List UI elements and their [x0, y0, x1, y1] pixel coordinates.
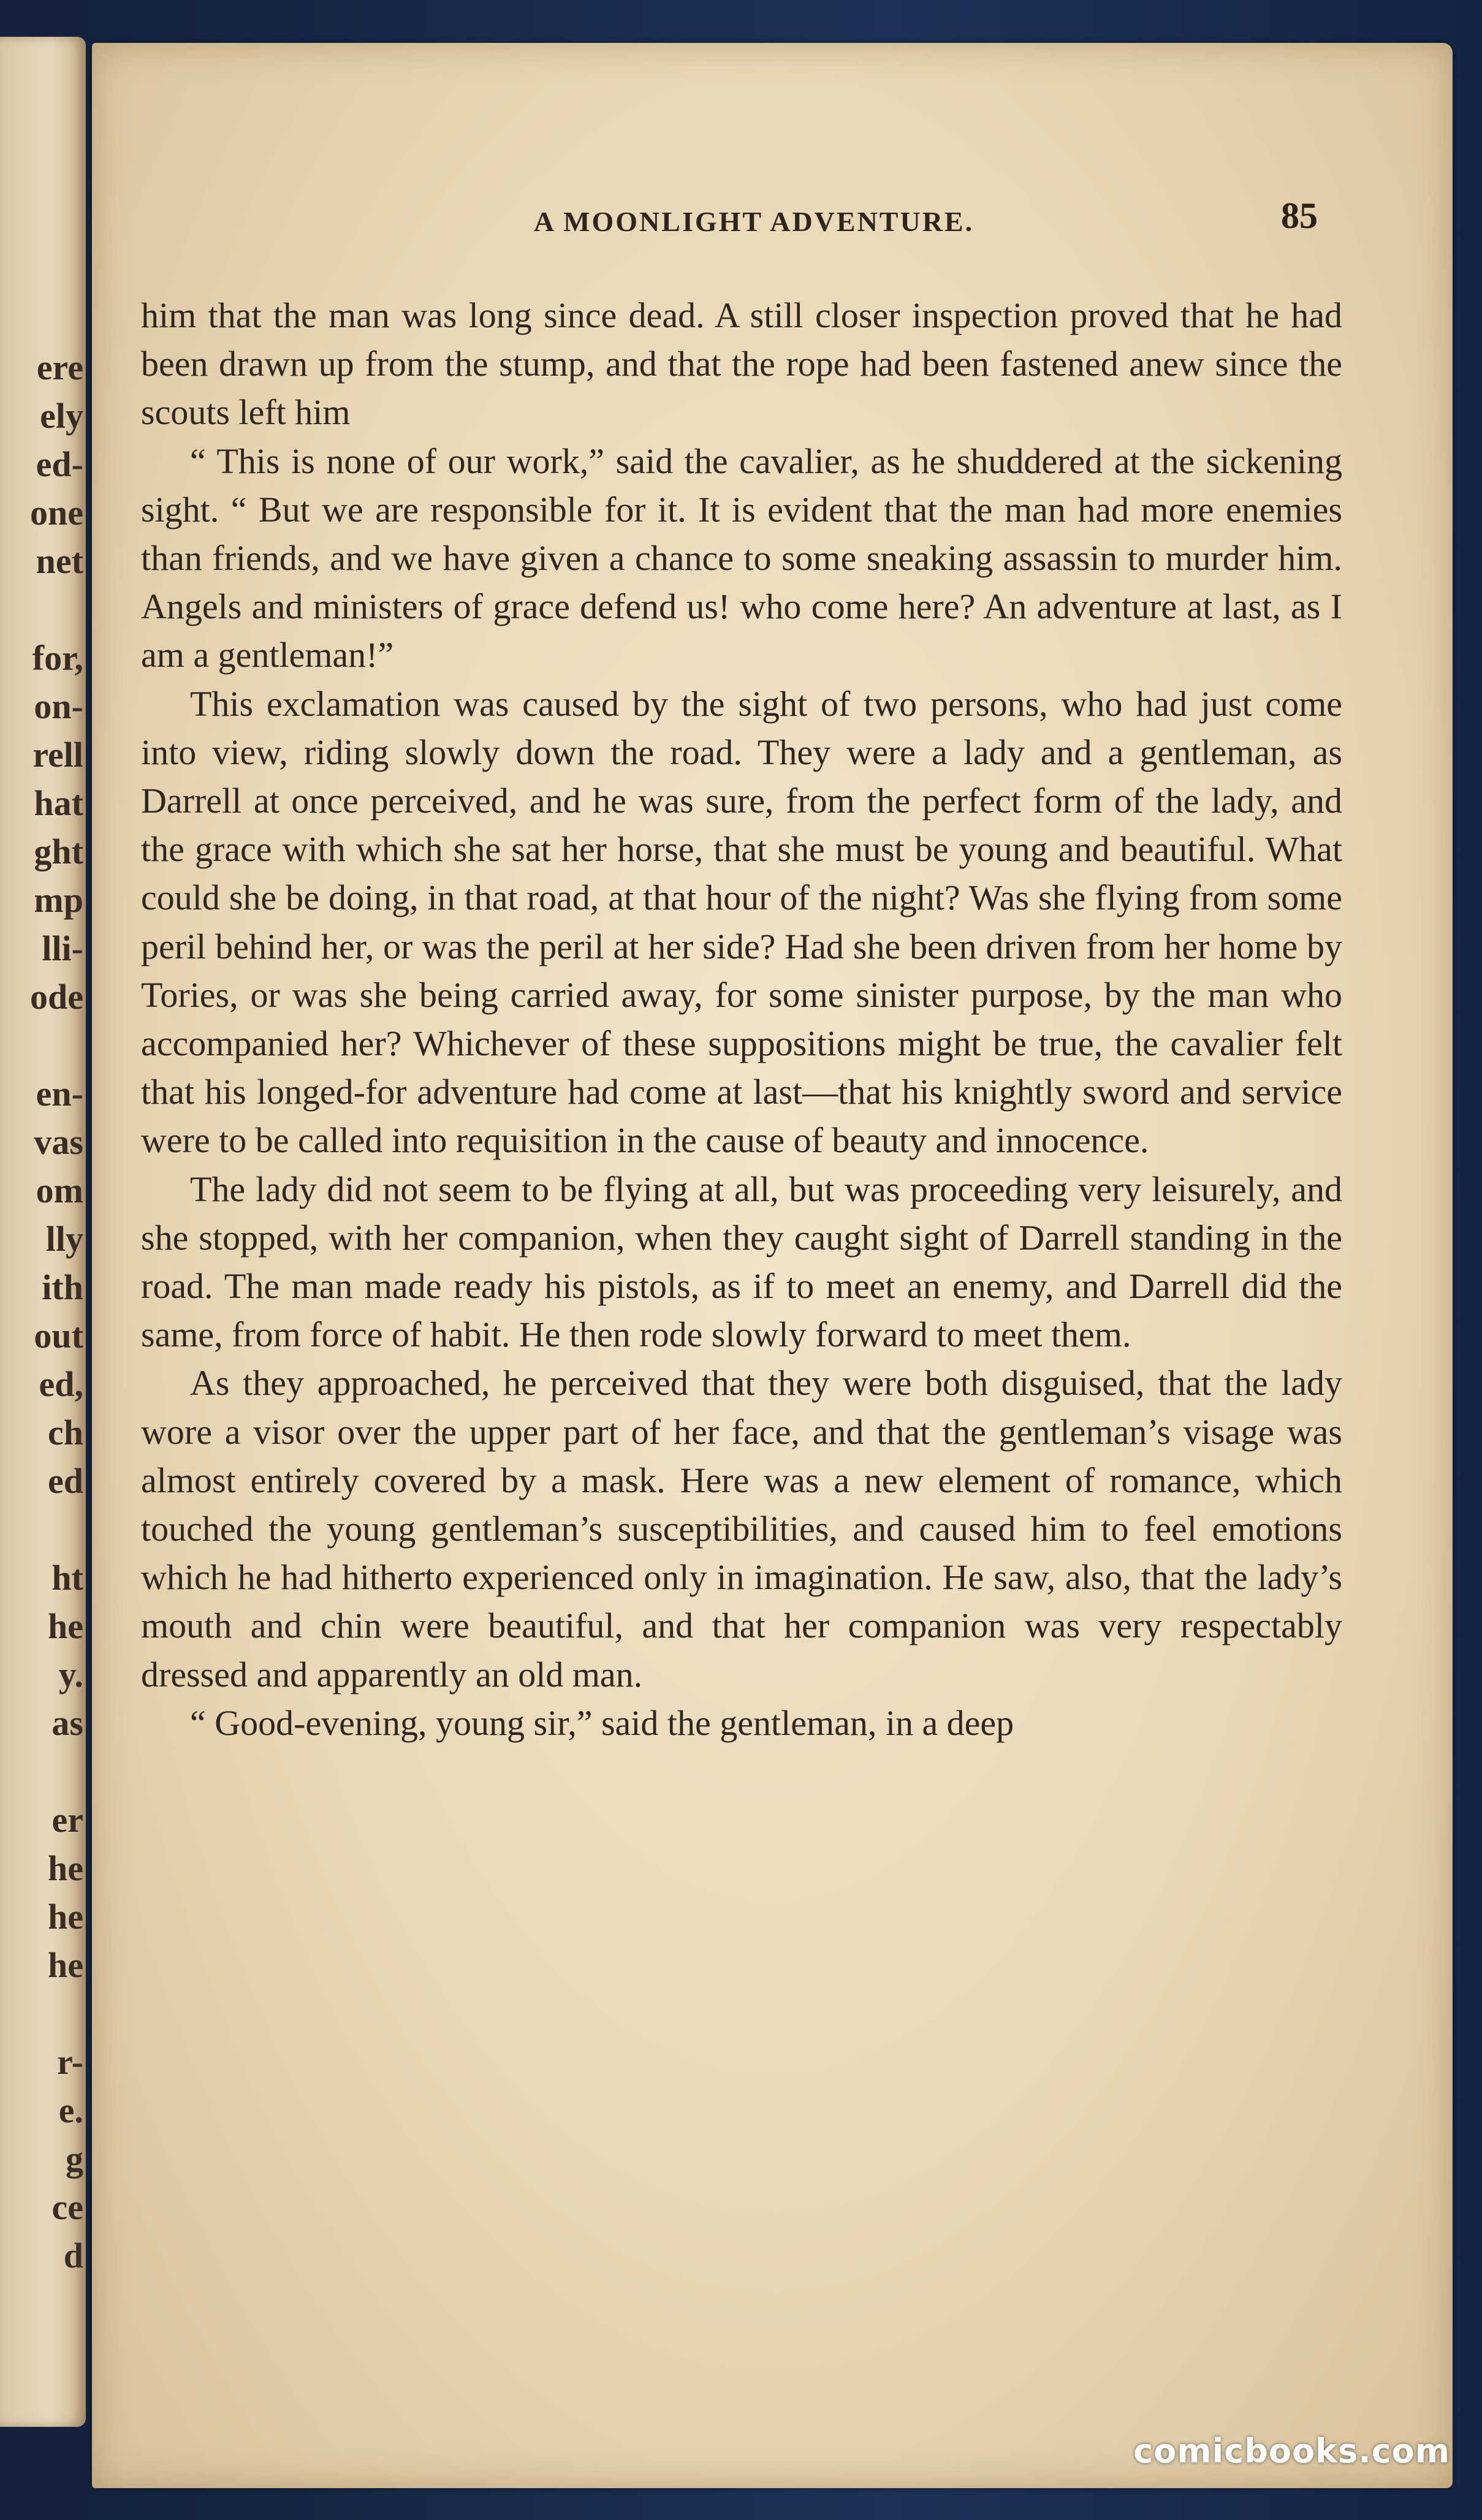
left-page-fragment: d — [63, 2236, 83, 2275]
left-page-fragment: en- — [36, 1074, 83, 1114]
left-page-fragment: he — [48, 1945, 83, 1985]
left-page-fragment: on- — [34, 686, 83, 726]
left-page-fragment: e. — [58, 2090, 83, 2130]
paragraph: him that the man was long since dead. A still closer inspection proved that he had been drawn up from the stump, and that the rope had been fastened anew since the scouts left him — [141, 295, 1342, 433]
left-page-fragment — [4, 1021, 83, 1069]
left-page-fragment: ch — [48, 1413, 83, 1452]
paragraph: As they approached, he perceived that they were both disguised, that the lady wore a visor over the upper part of her face, and that the gentleman’s visage was almost entirely covered by a mask. Here was a new element of romance, which touched the young gentleman’s susceptibilities, and caused him to feel emotions which he had hitherto experienced only in imagination. He saw, also, that the lady’s mouth and chin were beautiful, and that her companion was very respectably dressed and apparently an old man. — [141, 1363, 1342, 1695]
left-page-fragment: for, — [32, 638, 83, 678]
book-page — [92, 43, 1453, 2488]
left-page-fragment — [4, 1989, 83, 2038]
paragraph: The lady did not seem to be flying at all, but was proceeding very leisurely, and she stopped, with her companion, when they caught sight of Darrell standing in the road. The man made ready his pistols, as if to meet an enemy, and Darrell did the same, from force of habit. He then rode slowly forward to meet them. — [141, 1169, 1342, 1355]
paragraph: “ This is none of our work,” said the cavalier, as he shuddered at the sickening sight. “ But we are responsible for it. It is evident that the man had more enemies than friends, and we have given a chance to some sneaking assassin to murder him. Angels and ministers of grace defend us! who come here? An adventure at last, as I am a gentleman!” — [141, 441, 1342, 675]
left-page-fragment: ght — [34, 832, 83, 871]
left-page-fragment — [4, 1505, 83, 1554]
left-page-fragment: ith — [42, 1267, 83, 1307]
left-page-fragment: er — [51, 1800, 83, 1840]
left-page-fragment: g — [66, 2139, 83, 2179]
left-page-fragment: ode — [30, 977, 83, 1017]
left-page-fragment: ed- — [36, 444, 83, 484]
left-page-fragment: ce — [51, 2187, 83, 2227]
left-page-fragment: y. — [58, 1655, 83, 1695]
left-page-fragment: one — [30, 493, 83, 533]
watermark: comicbooks.com — [1133, 2432, 1450, 2470]
left-page-fragment: ere — [36, 347, 83, 387]
body-text — [141, 291, 1342, 1747]
left-page-fragment: he — [48, 1897, 83, 1937]
left-page-fragment: ed, — [39, 1364, 83, 1404]
left-page-fragment: he — [48, 1606, 83, 1646]
paragraph: “ Good-evening, young sir,” said the gentleman, in a deep — [190, 1702, 1014, 1743]
left-page-fragment: r- — [57, 2042, 83, 2082]
left-page-fragment: vas — [34, 1122, 83, 1162]
left-page-fragment: mp — [34, 880, 83, 920]
left-page-fragment: lly — [45, 1219, 83, 1259]
left-page-fragment — [4, 585, 83, 634]
left-page-fragment: net — [36, 541, 83, 581]
left-page-fragment: lli- — [42, 928, 83, 968]
left-page-fragment: ht — [51, 1558, 83, 1598]
left-page-text-fragments — [4, 343, 83, 2280]
left-page-fragment: as — [51, 1703, 83, 1743]
left-page-fragment — [4, 1747, 83, 1796]
running-head: A MOONLIGHT ADVENTURE. — [533, 206, 975, 237]
left-page-fragment: ed — [48, 1461, 83, 1501]
paragraph: This exclamation was caused by the sight of two persons, who had just come into view, riding slowly down the road. They were a lady and a gentleman, as Darrell at once perceived, and he was sure, from the perfect form of the lady, and the grace with which she sat her horse, that she must be young and beautiful. What could she be doing, in that road, at that hour of the night? Was she flying from some peril behind her, or was the peril at her side? Had she been driven from her home by Tories, or was she being carried away, for some sinister purpose, by the man who accompanied her? Whichever of these suppositions might be true, the cavalier felt that his longed-for adventure had come at last—that his knightly sword and service were to be called into requisition in the cause of beauty and innocence. — [141, 683, 1342, 1161]
left-facing-page — [0, 37, 86, 2427]
left-page-fragment: rell — [32, 735, 83, 775]
left-page-fragment: he — [48, 1848, 83, 1888]
left-page-fragment: om — [36, 1171, 83, 1210]
page-number: 85 — [1281, 195, 1318, 236]
left-page-fragment: out — [34, 1316, 83, 1356]
left-page-fragment: ely — [40, 396, 83, 436]
left-page-fragment: hat — [34, 783, 83, 823]
